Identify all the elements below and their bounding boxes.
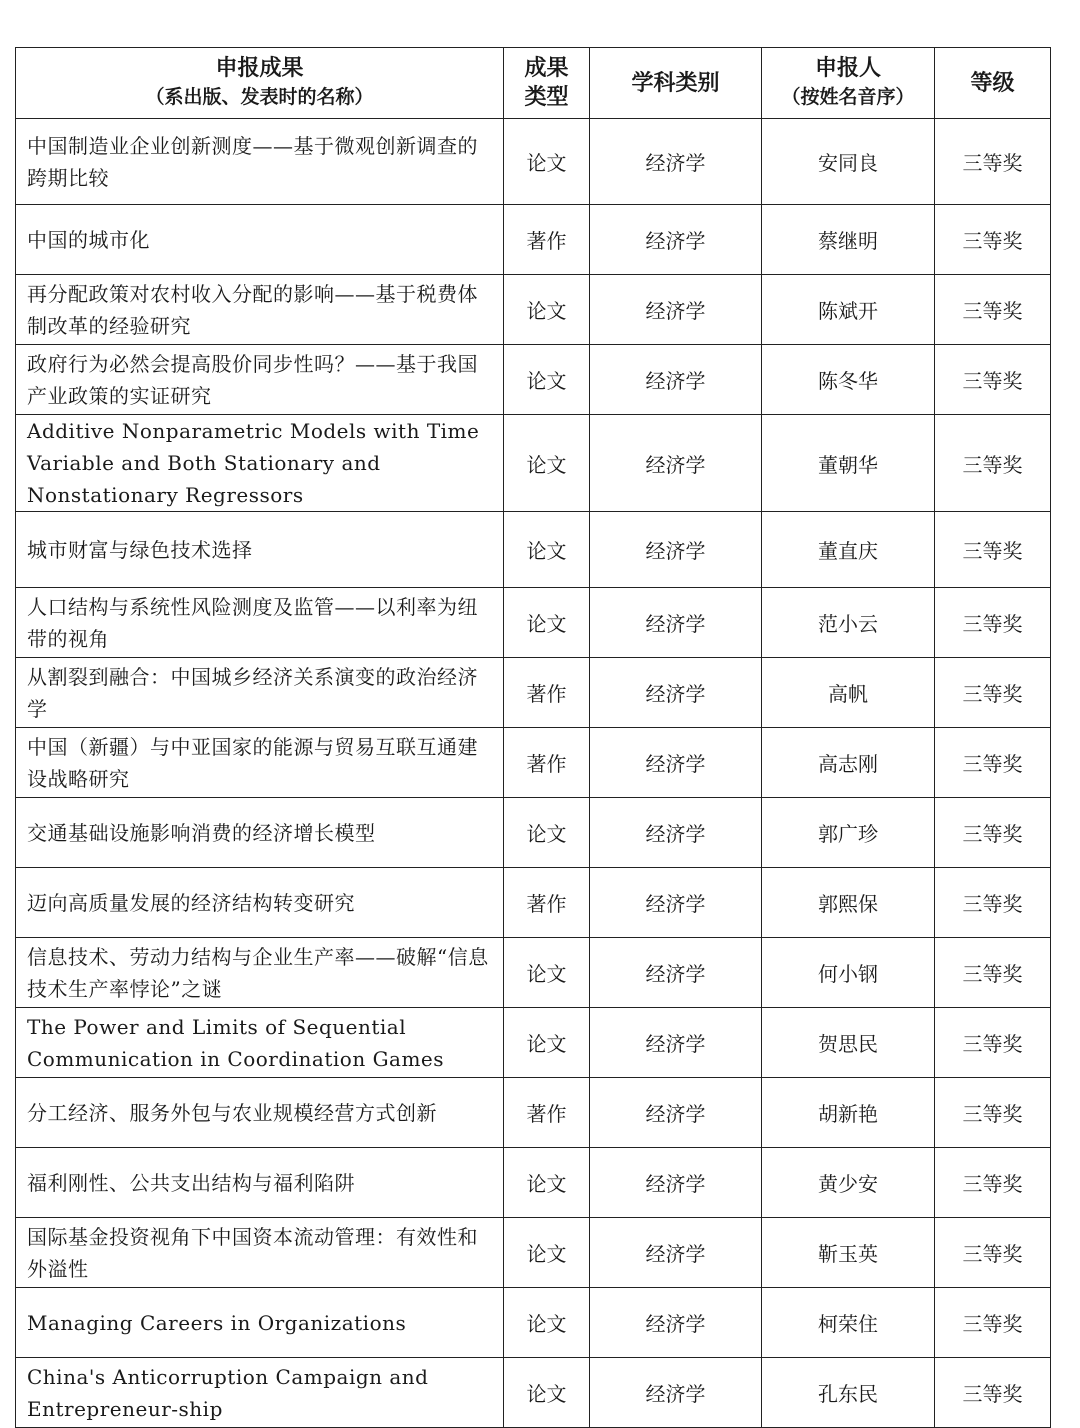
grade-cell: 三等奖 [935, 658, 1051, 728]
applicant-cell: 郭广珍 [762, 798, 935, 868]
grade-cell: 三等奖 [935, 512, 1051, 588]
type-cell: 论文 [504, 938, 590, 1008]
type-cell: 论文 [504, 512, 590, 588]
title-cell: Managing Careers in Organizations [16, 1288, 504, 1358]
table-row [16, 1358, 1051, 1428]
title-cell: 中国（新疆）与中亚国家的能源与贸易互联互通建设战略研究 [16, 728, 504, 798]
discipline-cell: 经济学 [590, 1288, 762, 1358]
title-cell: 分工经济、服务外包与农业规模经营方式创新 [16, 1078, 504, 1148]
title-cell: China's Anticorruption Campaign and Entrepreneur-ship [16, 1358, 504, 1428]
discipline-cell: 经济学 [590, 1218, 762, 1288]
header-applicant [762, 48, 935, 119]
table-header-row [16, 48, 1051, 119]
discipline-cell: 经济学 [590, 275, 762, 345]
title-cell: 交通基础设施影响消费的经济增长模型 [16, 798, 504, 868]
table-row [16, 658, 1051, 728]
table-row [16, 1078, 1051, 1148]
grade-cell: 三等奖 [935, 1008, 1051, 1078]
type-cell: 论文 [504, 415, 590, 512]
grade-cell: 三等奖 [935, 119, 1051, 205]
type-cell: 著作 [504, 1078, 590, 1148]
applicant-cell: 靳玉英 [762, 1218, 935, 1288]
discipline-cell: 经济学 [590, 1148, 762, 1218]
header-title-main: 申报成果 [215, 56, 304, 81]
applicant-cell: 何小钢 [762, 938, 935, 1008]
table-row [16, 938, 1051, 1008]
header-discipline: 学科类别 [590, 48, 762, 119]
grade-cell: 三等奖 [935, 1078, 1051, 1148]
type-cell: 著作 [504, 205, 590, 275]
applicant-cell: 陈斌开 [762, 275, 935, 345]
applicant-cell: 孔东民 [762, 1358, 935, 1428]
table-row [16, 868, 1051, 938]
discipline-cell: 经济学 [590, 938, 762, 1008]
applicant-cell: 胡新艳 [762, 1078, 935, 1148]
header-type [504, 48, 590, 119]
applicant-cell: 范小云 [762, 588, 935, 658]
header-applicant-main: 申报人 [814, 56, 881, 81]
header-title-sub: （系出版、发表时的名称） [145, 86, 374, 108]
type-cell: 论文 [504, 119, 590, 205]
discipline-cell: 经济学 [590, 868, 762, 938]
table-row [16, 205, 1051, 275]
type-cell: 论文 [504, 798, 590, 868]
table-row [16, 728, 1051, 798]
applicant-cell: 柯荣住 [762, 1288, 935, 1358]
grade-cell: 三等奖 [935, 1288, 1051, 1358]
table-row [16, 275, 1051, 345]
title-cell: 城市财富与绿色技术选择 [16, 512, 504, 588]
type-cell: 论文 [504, 345, 590, 415]
title-cell: 中国制造业企业创新测度——基于微观创新调查的跨期比较 [16, 119, 504, 205]
type-cell: 论文 [504, 1288, 590, 1358]
grade-cell: 三等奖 [935, 345, 1051, 415]
applicant-cell: 安同良 [762, 119, 935, 205]
type-cell: 论文 [504, 1148, 590, 1218]
grade-cell: 三等奖 [935, 938, 1051, 1008]
applicant-cell: 蔡继明 [762, 205, 935, 275]
table-row [16, 588, 1051, 658]
type-cell: 著作 [504, 728, 590, 798]
header-grade: 等级 [935, 48, 1051, 119]
table-row [16, 345, 1051, 415]
title-cell: 中国的城市化 [16, 205, 504, 275]
table-body [16, 119, 1051, 1428]
type-cell: 论文 [504, 1218, 590, 1288]
grade-cell: 三等奖 [935, 728, 1051, 798]
applicant-cell: 高帆 [762, 658, 935, 728]
grade-cell: 三等奖 [935, 415, 1051, 512]
title-cell: 再分配政策对农村收入分配的影响——基于税费体制改革的经验研究 [16, 275, 504, 345]
grade-cell: 三等奖 [935, 1218, 1051, 1288]
applicant-cell: 董朝华 [762, 415, 935, 512]
discipline-cell: 经济学 [590, 588, 762, 658]
grade-cell: 三等奖 [935, 1358, 1051, 1428]
grade-cell: 三等奖 [935, 588, 1051, 658]
discipline-cell: 经济学 [590, 1078, 762, 1148]
title-cell: 迈向高质量发展的经济结构转变研究 [16, 868, 504, 938]
type-cell: 论文 [504, 1358, 590, 1428]
header-type-line2: 类型 [524, 85, 569, 110]
type-cell: 著作 [504, 658, 590, 728]
title-cell: 信息技术、劳动力结构与企业生产率——破解“信息技术生产率悖论”之谜 [16, 938, 504, 1008]
title-cell: 政府行为必然会提高股价同步性吗？——基于我国产业政策的实证研究 [16, 345, 504, 415]
discipline-cell: 经济学 [590, 119, 762, 205]
title-cell: Additive Nonparametric Models with Time Variable and Both Stationary and Nonstationary Regressors [16, 415, 504, 512]
grade-cell: 三等奖 [935, 798, 1051, 868]
discipline-cell: 经济学 [590, 205, 762, 275]
header-type-line1: 成果 [524, 56, 569, 81]
discipline-cell: 经济学 [590, 1358, 762, 1428]
header-applicant-sub: （按姓名音序） [781, 86, 915, 108]
grade-cell: 三等奖 [935, 868, 1051, 938]
type-cell: 著作 [504, 868, 590, 938]
discipline-cell: 经济学 [590, 415, 762, 512]
table-row [16, 1218, 1051, 1288]
applicant-cell: 贺思民 [762, 1008, 935, 1078]
applicant-cell: 黄少安 [762, 1148, 935, 1218]
applicant-cell: 郭熙保 [762, 868, 935, 938]
discipline-cell: 经济学 [590, 728, 762, 798]
discipline-cell: 经济学 [590, 798, 762, 868]
table-row [16, 119, 1051, 205]
title-cell: The Power and Limits of Sequential Communication in Coordination Games [16, 1008, 504, 1078]
discipline-cell: 经济学 [590, 1008, 762, 1078]
type-cell: 论文 [504, 588, 590, 658]
applicant-cell: 高志刚 [762, 728, 935, 798]
discipline-cell: 经济学 [590, 345, 762, 415]
grade-cell: 三等奖 [935, 1148, 1051, 1218]
table-row [16, 1148, 1051, 1218]
discipline-cell: 经济学 [590, 658, 762, 728]
title-cell: 人口结构与系统性风险测度及监管——以利率为纽带的视角 [16, 588, 504, 658]
type-cell: 论文 [504, 275, 590, 345]
grade-cell: 三等奖 [935, 205, 1051, 275]
title-cell: 福利刚性、公共支出结构与福利陷阱 [16, 1148, 504, 1218]
table-row [16, 1008, 1051, 1078]
title-cell: 从割裂到融合：中国城乡经济关系演变的政治经济学 [16, 658, 504, 728]
table-row [16, 415, 1051, 512]
table-row [16, 1288, 1051, 1358]
applicant-cell: 董直庆 [762, 512, 935, 588]
table-row [16, 798, 1051, 868]
table-row [16, 512, 1051, 588]
type-cell: 论文 [504, 1008, 590, 1078]
applicant-cell: 陈冬华 [762, 345, 935, 415]
title-cell: 国际基金投资视角下中国资本流动管理：有效性和外溢性 [16, 1218, 504, 1288]
awards-table [15, 47, 1051, 1428]
header-title [16, 48, 504, 119]
grade-cell: 三等奖 [935, 275, 1051, 345]
discipline-cell: 经济学 [590, 512, 762, 588]
